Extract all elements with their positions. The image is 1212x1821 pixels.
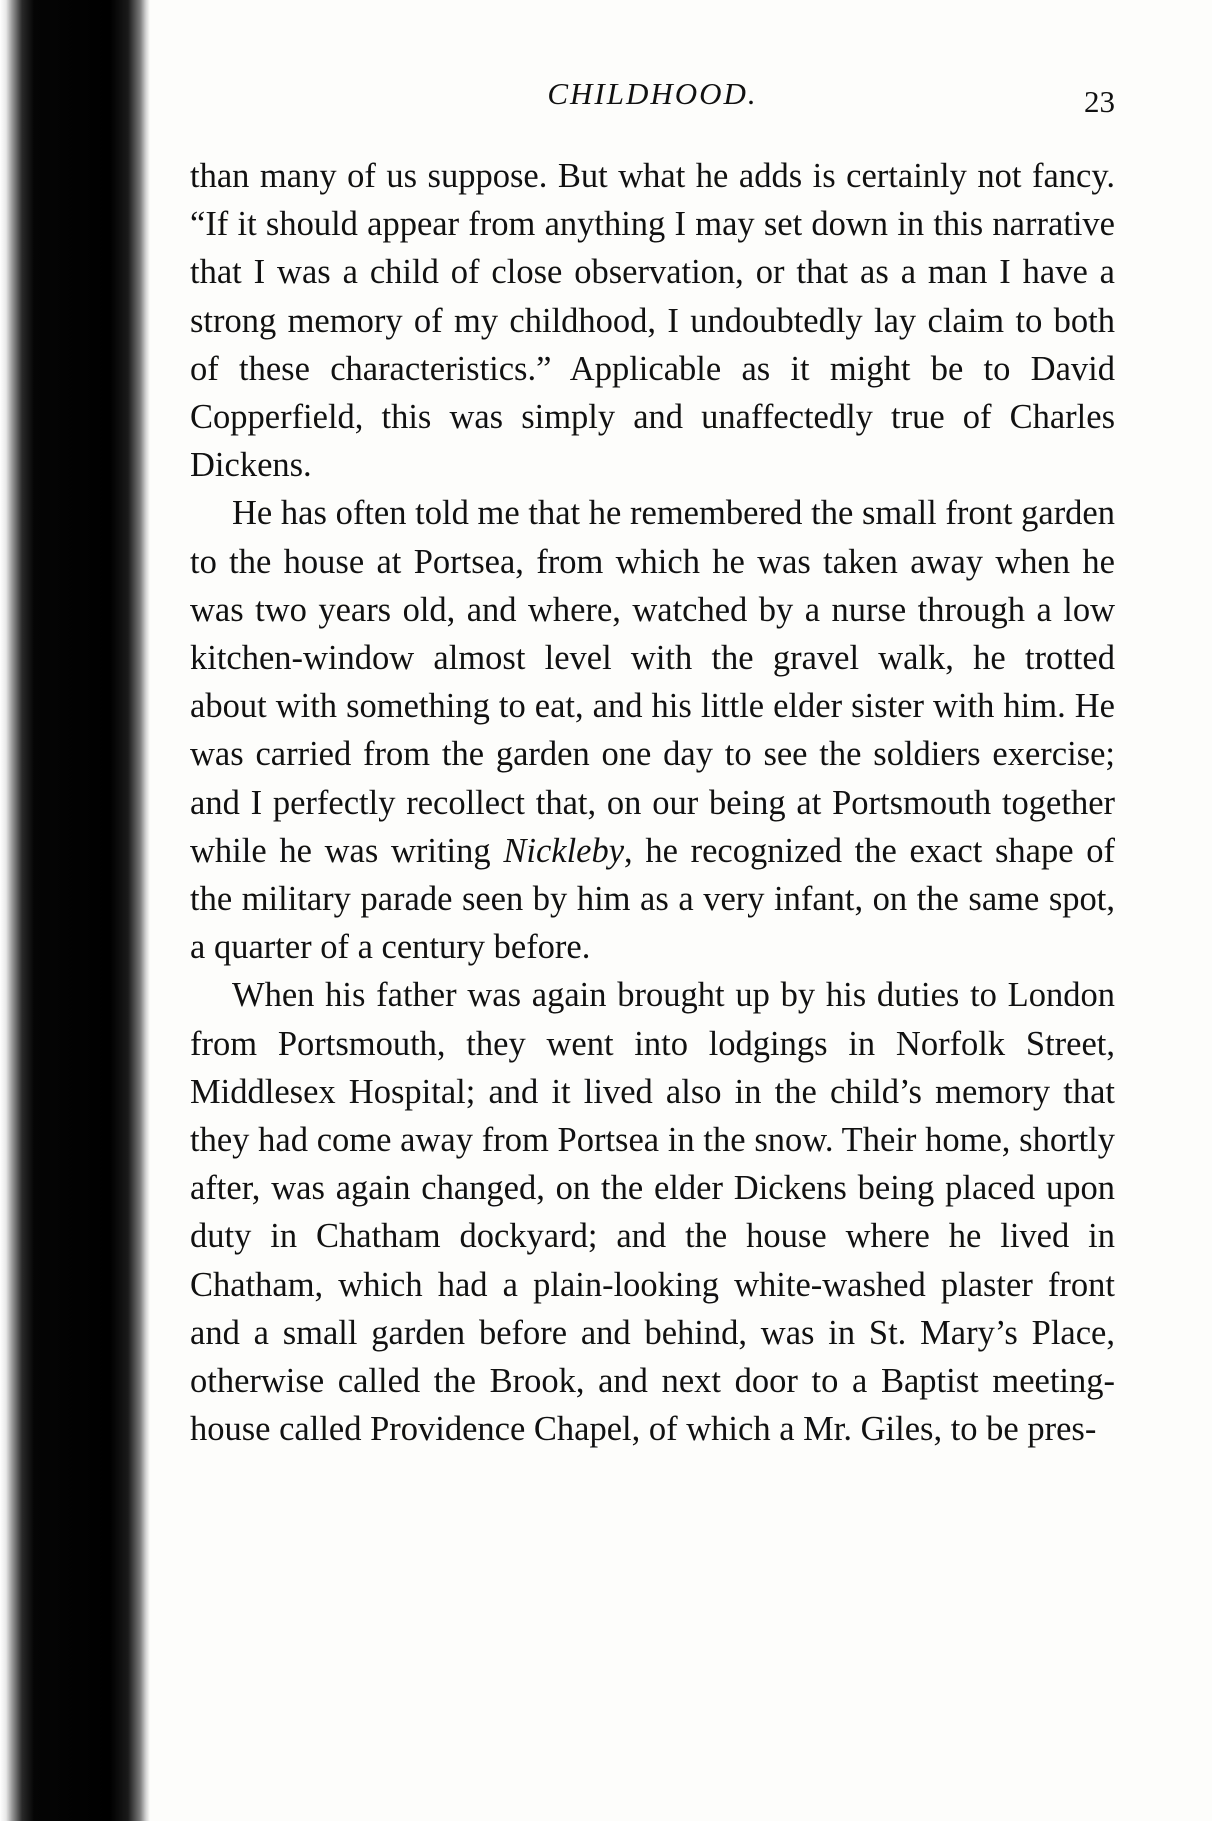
running-title: CHILDHOOD.: [547, 76, 758, 111]
book-title-italic: Nickleby: [503, 831, 625, 870]
page-number: 23: [1084, 84, 1115, 119]
paragraph-2-text-after: , he recognized the exact shape of the military parade seen by him as a very infant, on the same spot, a quarter of a century before.: [190, 831, 1115, 967]
paragraph-2: [190, 489, 1115, 971]
scan-binding-edge: [0, 0, 150, 1821]
paragraph-2-text-before: He has often told me that he remembered the small front garden to the house at Portsea, from which he was taken away when he was two years old, and where, watched by a nurse through a low kitchen-window almost level with the gravel walk, he trotted about with something to eat, and his little elder sister with him. He was carried from the garden one day to see the soldiers exercise; and I perfectly recollect that, on our being at Portsmouth together while he was writing: [190, 494, 1115, 870]
body-text: [190, 152, 1115, 1453]
running-head: [190, 68, 1115, 128]
paragraph-1: than many of us suppose. But what he adds is certainly not fancy. “If it should appear from anything I may set down in this narrative that I was a child of close observation, or that as a man I have a strong memory of my childhood, I undoubtedly lay claim to both of these characteristics.” Applicable as it might be to David Copperfield, this was simply and unaffectedly true of Charles Dickens.: [190, 157, 1115, 485]
paragraph-3: When his father was again brought up by his duties to London from Portsmouth, they went into lodgings in Norfolk Street, Middlesex Hospital; and it lived also in the child’s memory that they had come away from Portsea in the snow. Their home, shortly after, was again changed, on the elder Dickens being placed upon duty in Chatham dockyard; and the house where he lived in Chatham, which had a plain-looking white-washed plaster front and a small garden before and behind, was in St. Mary’s Place, otherwise called the Brook, and next door to a Baptist meeting-house called Providence Chapel, of which a Mr. Giles, to be pres-: [190, 976, 1115, 1449]
